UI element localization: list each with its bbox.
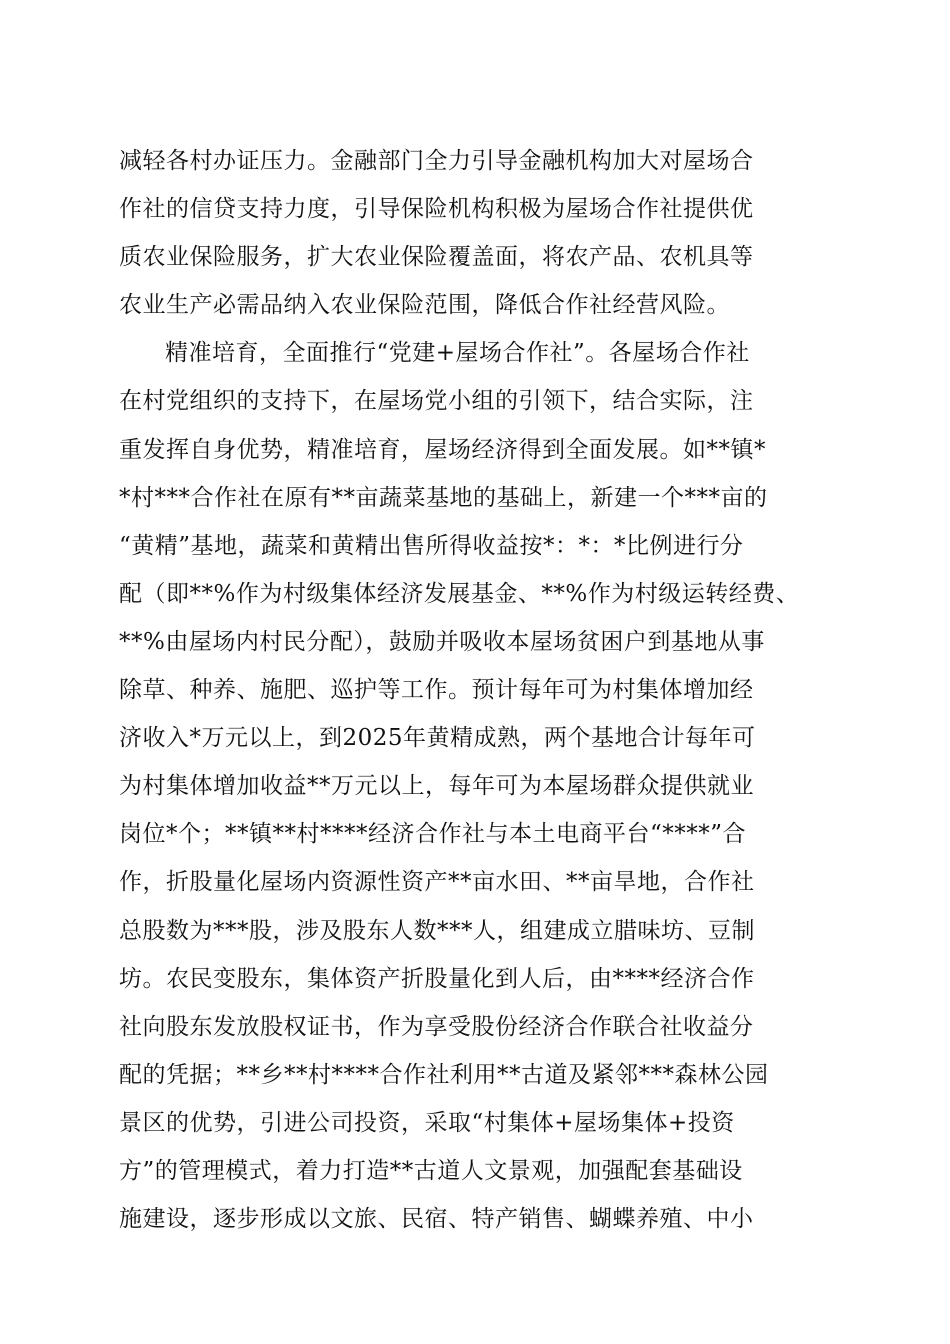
text-line: 施建设，逐步形成以文旅、民宿、特产销售、蝴蝶养殖、中小 xyxy=(119,1206,754,1233)
text-line: 景区的优势，引进公司投资，采取“村集体+屋场集体+投资 xyxy=(119,1109,735,1136)
text-line: 社向股东发放股权证书，作为享受股份经济合作联合社收益分 xyxy=(119,1013,754,1040)
text-line: 方”的管理模式，着力打造**古道人文景观，加强配套基础设 xyxy=(119,1157,743,1184)
text-line: “黄精”基地，蔬菜和黄精出售所得收益按*：*：*比例进行分 xyxy=(119,532,744,559)
text-line: 济收入*万元以上，到2025年黄精成熟，两个基地合计每年可 xyxy=(119,725,756,752)
paragraph-start-line: 精准培育，全面推行“党建+屋场合作社”。各屋场合作社 xyxy=(165,340,750,367)
text-line: 农业生产必需品纳入农业保险范围，降低合作社经营风险。 xyxy=(119,292,730,319)
text-line: *村***合作社在原有**亩蔬菜基地的基础上，新建一个***亩的 xyxy=(119,484,768,511)
text-line: 作社的信贷支持力度，引导保险机构积极为屋场合作社提供优 xyxy=(119,196,754,223)
text-line: 岗位*个；**镇**村****经济合作社与本土电商平台“****”合 xyxy=(119,821,747,848)
text-line: 质农业保险服务，扩大农业保险覆盖面，将农产品、农机具等 xyxy=(119,244,754,271)
text-line: 重发挥自身优势，精准培育，屋场经济得到全面发展。如**镇* xyxy=(119,436,766,463)
text-line: 配（即**%作为村级集体经济发展基金、**%作为村级运转经费、 xyxy=(119,580,800,607)
text-line: 坊。农民变股东，集体资产折股量化到人后，由****经济合作 xyxy=(119,965,755,992)
text-line: 总股数为***股，涉及股东人数***人，组建成立腊味坊、豆制 xyxy=(119,917,755,944)
text-line: 作，折股量化屋场内资源性资产**亩水田、**亩旱地，合作社 xyxy=(119,869,755,896)
text-line: 在村党组织的支持下，在屋场党小组的引领下，结合实际，注 xyxy=(119,388,754,415)
text-line: 除草、种养、施肥、巡护等工作。预计每年可为村集体增加经 xyxy=(119,677,754,704)
document-body xyxy=(119,137,839,1243)
text-line: 减轻各村办证压力。金融部门全力引导金融机构加大对屋场合 xyxy=(119,148,754,174)
text-line: **%由屋场内村民分配），鼓励并吸收本屋场贫困户到基地从事 xyxy=(119,628,765,655)
text-line: 为村集体增加收益**万元以上，每年可为本屋场群众提供就业 xyxy=(119,773,754,800)
text-line: 配的凭据；**乡**村****合作社利用**古道及紧邻***森林公园 xyxy=(119,1061,769,1088)
